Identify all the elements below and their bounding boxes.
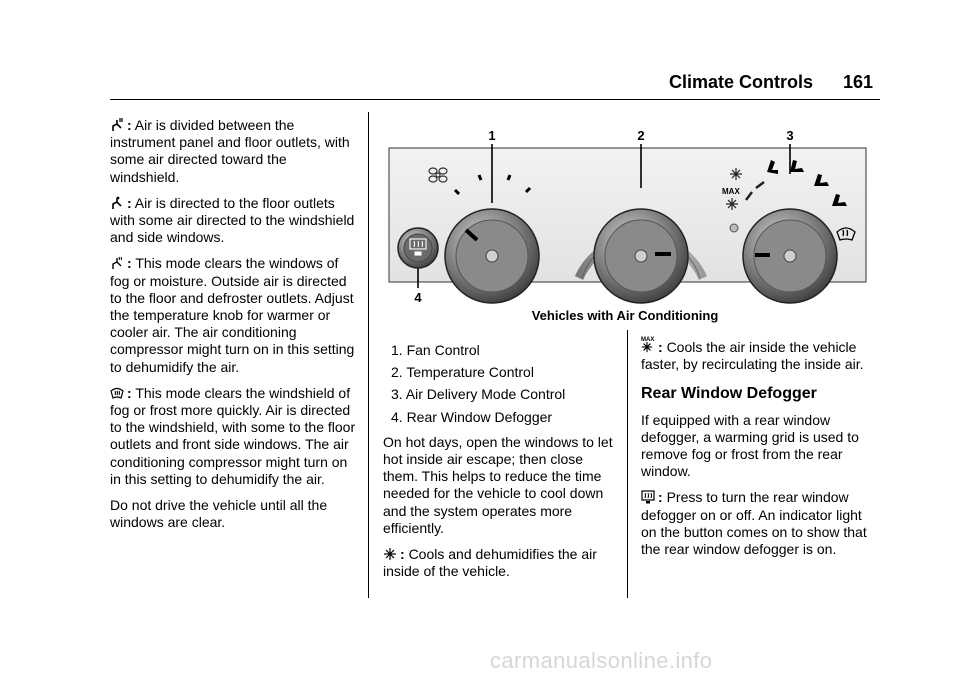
mode-knob-center bbox=[784, 250, 796, 262]
ac-colon: : bbox=[400, 546, 405, 563]
column-divider-left bbox=[368, 112, 369, 598]
windshield-defrost-icon bbox=[110, 386, 124, 400]
legend-item: 1. Fan Control bbox=[391, 342, 480, 358]
column-middle bbox=[383, 342, 615, 589]
defogger-button-paragraph bbox=[641, 489, 881, 558]
windows-clear-paragraph: Do not drive the vehicle until all the windows are clear. bbox=[110, 497, 328, 531]
max-ac-snowflake-icon bbox=[641, 341, 653, 353]
bi-level-mode-paragraph bbox=[110, 117, 356, 186]
temperature-knob-center bbox=[635, 250, 647, 262]
callout-2: 2 bbox=[637, 128, 645, 143]
callout-4: 4 bbox=[414, 290, 422, 305]
defog-mode-icon bbox=[110, 256, 124, 270]
rear-defogger-icon bbox=[641, 490, 655, 504]
ac-text: Cools and dehumidifies the air inside of the vehicle. bbox=[383, 546, 597, 580]
column-divider-right bbox=[627, 330, 628, 598]
defogger-button-inner bbox=[404, 234, 432, 262]
figure-caption: Vehicles with Air Conditioning bbox=[531, 308, 719, 323]
max-ac-paragraph bbox=[641, 338, 881, 373]
rear-window-defogger-heading: Rear Window Defogger bbox=[641, 385, 817, 403]
ac-paragraph bbox=[383, 546, 615, 580]
max-ac-max-label: MAX bbox=[641, 337, 655, 343]
watermark: carmanualsonline.info bbox=[490, 648, 713, 673]
column-left bbox=[110, 117, 356, 540]
floor-mode-paragraph bbox=[110, 195, 356, 247]
legend-item: 2. Temperature Control bbox=[391, 364, 534, 381]
page-number: 161 bbox=[842, 72, 873, 92]
bi-level-colon: : bbox=[127, 117, 132, 133]
defrost-mode-paragraph bbox=[110, 385, 356, 488]
recirculation-indicator bbox=[730, 224, 738, 232]
max-ac-colon: : bbox=[658, 339, 663, 355]
floor-mode-colon: : bbox=[127, 194, 132, 211]
fan-knob-center bbox=[486, 250, 498, 262]
defog-mode-paragraph bbox=[110, 255, 356, 375]
defrost-mode-text: This mode clears the windshield of fog or frost more quickly. Air is directed to the windshield, with some to the floor outlets and front side windows. The air conditioning compressor might turn on in this setting to dehumidify the air. bbox=[110, 384, 356, 487]
callout-3: 3 bbox=[786, 128, 794, 143]
page-header bbox=[110, 70, 880, 100]
callout-1: 1 bbox=[488, 128, 496, 143]
max-ac-text: Cools the air inside the vehicle faster, by recirculating the inside air. bbox=[641, 339, 864, 373]
floor-mode-text: Air is directed to the floor outlets with some air directed to the windshield and side windows. bbox=[110, 194, 355, 246]
callout-legend bbox=[383, 342, 615, 426]
defog-mode-colon: : bbox=[127, 255, 132, 272]
hot-days-paragraph: On hot days, open the windows to let hot inside air escape; then close them. This helps to reduce the time needed for the vehicle to cool down and the system operates more efficiently. bbox=[383, 433, 613, 536]
ac-snowflake-icon bbox=[383, 547, 397, 561]
defogger-text: Press to turn the rear window defogger on or off. An indicator light on the button comes on to show that the rear window defogger is on. bbox=[641, 489, 867, 558]
defog-mode-text: This mode clears the windows of fog or moisture. Outside air is directed to the floor and defroster outlets. Adjust the temperature knob for warmer or cooler air. The air conditioning compressor might turn on in this setting to dehumidify the air. bbox=[110, 255, 355, 375]
floor-mode-icon bbox=[110, 196, 124, 210]
column-right bbox=[641, 338, 881, 567]
bi-level-text: Air is divided between the instrument panel and floor outlets, with some air directed toward the windshield. bbox=[110, 117, 350, 185]
legend-item: 4. Rear Window Defogger bbox=[391, 408, 553, 425]
defogger-colon: : bbox=[658, 489, 663, 506]
defogger-intro-paragraph: If equipped with a rear window defogger, a warming grid is used to remove fog or frost from the rear window. bbox=[641, 411, 859, 480]
climate-control-panel-figure bbox=[386, 128, 870, 328]
defrost-mode-colon: : bbox=[127, 384, 132, 401]
legend-item: 3. Air Delivery Mode Control bbox=[391, 386, 566, 403]
section-title: Climate Controls bbox=[668, 72, 813, 92]
max-label: MAX bbox=[722, 187, 740, 196]
defog-floor-mode-icon bbox=[110, 118, 124, 132]
